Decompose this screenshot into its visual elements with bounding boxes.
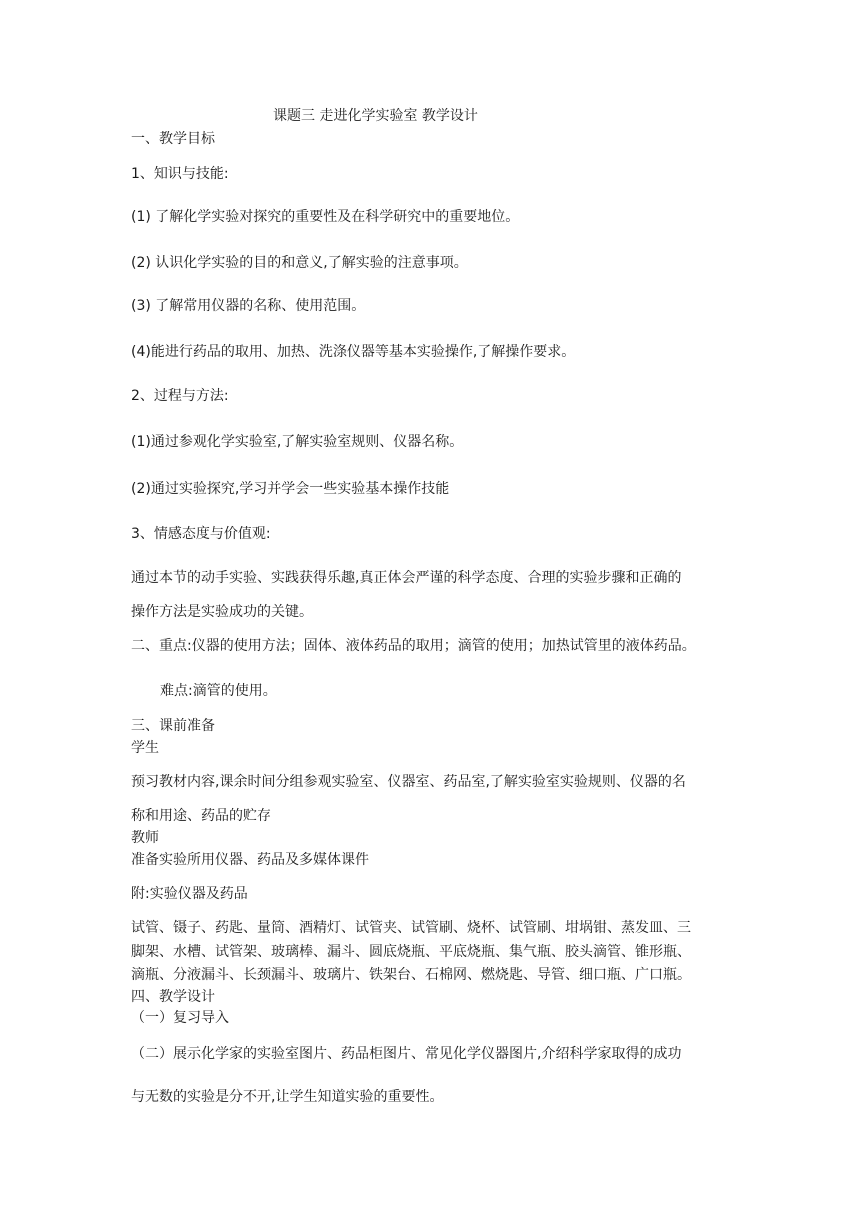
knowledge-item-3: (3) 了解常用仪器的名称、使用范围。: [131, 298, 366, 314]
design-item-2-line-1: （二）展示化学家的实验室图片、药品柜图片、常见化学仪器图片,介绍科学家取得的成功: [131, 1046, 682, 1062]
student-text-line-1: 预习教材内容,课余时间分组参观实验室、仪器室、药品室,了解实验室实验规则、仪器的名: [131, 774, 686, 790]
section-heading-design: 四、教学设计: [131, 989, 215, 1005]
student-label: 学生: [131, 740, 159, 756]
design-item-2-line-2: 与无数的实验是分不开,让学生知道实验的重要性。: [131, 1089, 444, 1105]
emotion-text-line-2: 操作方法是实验成功的关键。: [131, 604, 313, 620]
difficulty: 难点:滴管的使用。: [160, 683, 277, 699]
doc-title: 课题三 走进化学实验室 教学设计: [273, 108, 478, 124]
knowledge-item-2: (2) 认识化学实验的目的和意义,了解实验的注意事项。: [131, 255, 468, 271]
student-text-line-2: 称和用途、药品的贮存: [131, 808, 271, 824]
sub-heading-process: 2、过程与方法:: [131, 388, 229, 404]
knowledge-item-4: (4)能进行药品的取用、加热、洗涤仪器等基本实验操作,了解操作要求。: [131, 344, 576, 360]
process-item-2: (2)通过实验探究,学习并学会一些实验基本操作技能: [131, 481, 450, 497]
key-points: 二、重点:仪器的使用方法；固体、液体药品的取用；滴管的使用；加热试管里的液体药品。: [131, 638, 696, 654]
knowledge-item-1: (1) 了解化学实验对探究的重要性及在科学研究中的重要地位。: [131, 209, 520, 225]
sub-heading-emotion: 3、情感态度与价值观:: [131, 526, 271, 542]
section-heading-preparation: 三、课前准备: [131, 718, 215, 734]
sub-heading-knowledge: 1、知识与技能:: [131, 166, 229, 182]
process-item-1: (1)通过参观化学实验室,了解实验室规则、仪器名称。: [131, 434, 464, 450]
section-heading-objectives: 一、教学目标: [131, 131, 215, 147]
teacher-label: 教师: [131, 830, 159, 846]
items-line-2: 脚架、水槽、试管架、玻璃棒、漏斗、圆底烧瓶、平底烧瓶、集气瓶、胶头滴管、锥形瓶、: [131, 944, 691, 960]
emotion-text-line-1: 通过本节的动手实验、实践获得乐趣,真正体会严谨的科学态度、合理的实验步骤和正确的: [131, 570, 682, 586]
appendix-label: 附:实验仪器及药品: [131, 886, 248, 902]
teacher-text: 准备实验所用仪器、药品及多媒体课件: [131, 852, 369, 868]
items-line-3: 滴瓶、分液漏斗、长颈漏斗、玻璃片、铁架台、石棉网、燃烧匙、导管、细口瓶、广口瓶。: [131, 967, 691, 983]
items-line-1: 试管、镊子、药匙、量筒、酒精灯、试管夹、试管刷、烧杯、试管刷、坩埚钳、蒸发皿、三: [131, 920, 691, 936]
design-item-1: （一）复习导入: [131, 1010, 229, 1026]
